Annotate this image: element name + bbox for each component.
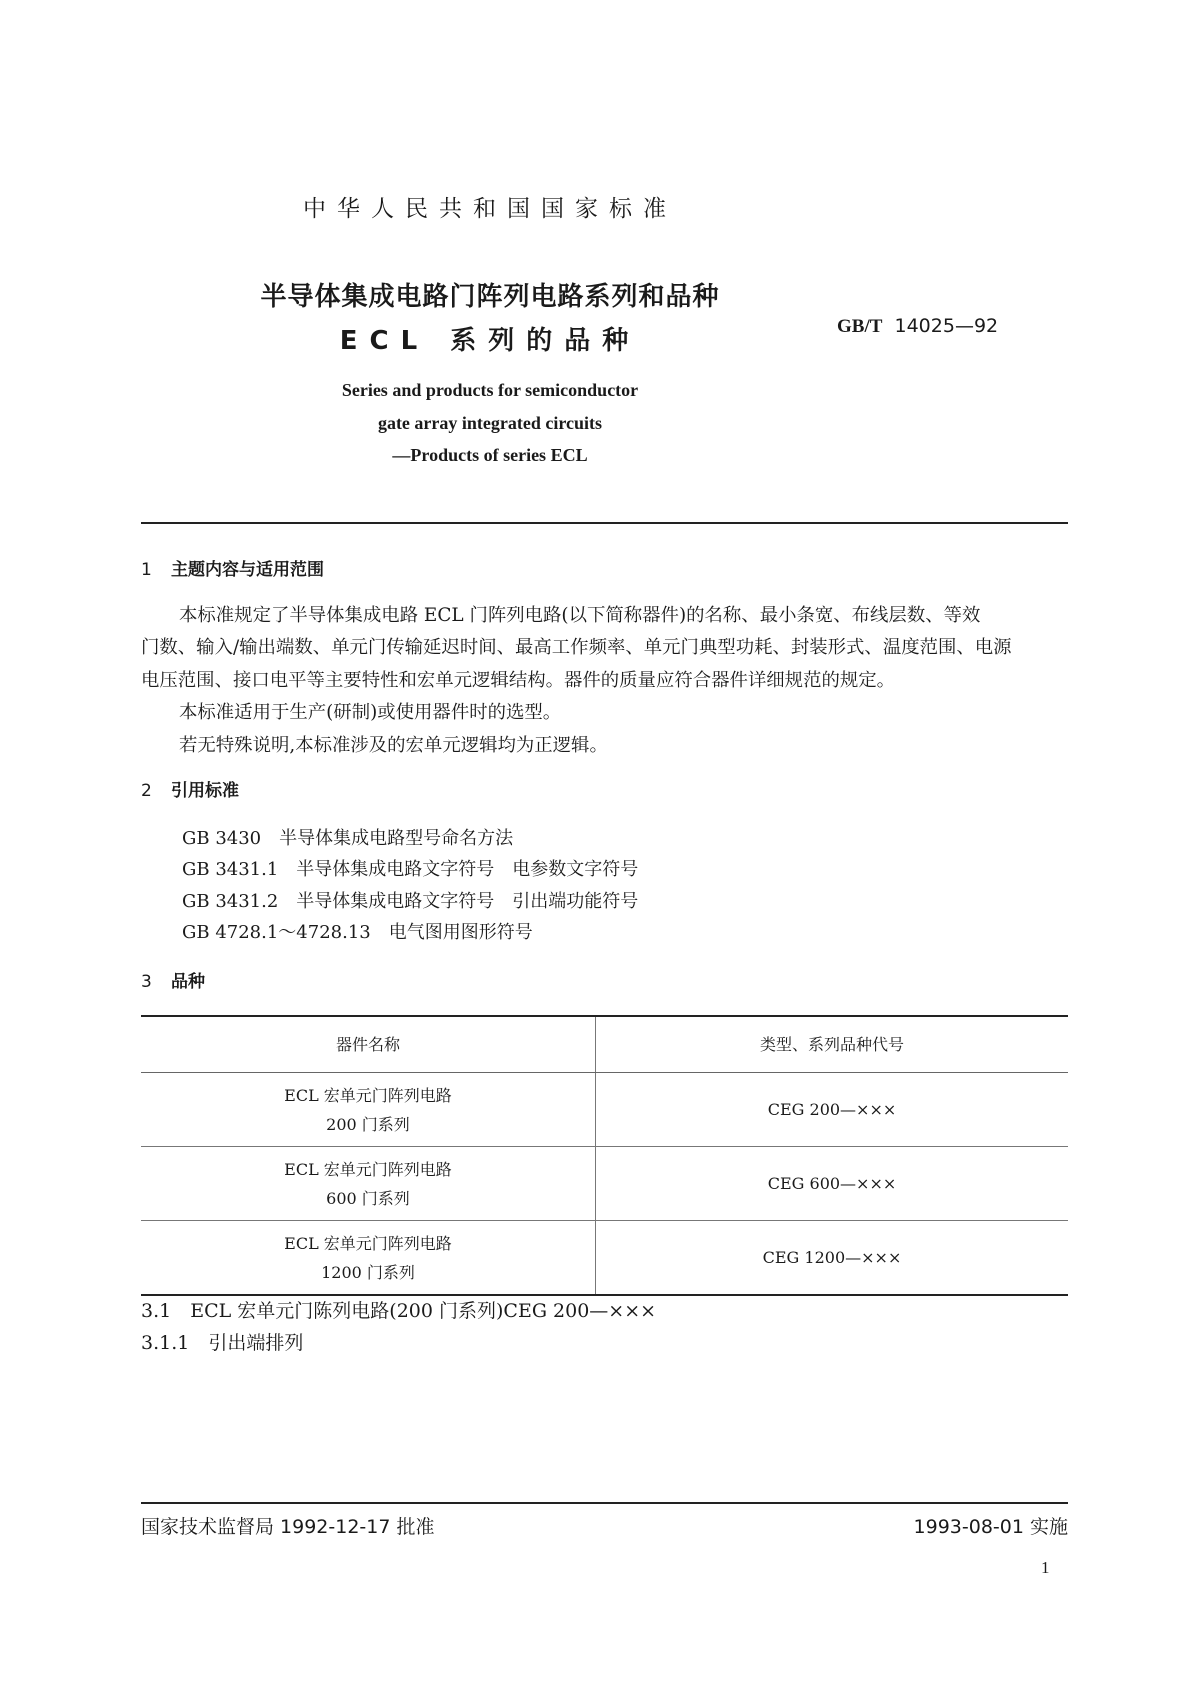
section-1-heading: 1 主题内容与适用范围 xyxy=(141,560,324,580)
device-name: ECL 宏单元门阵列电路 xyxy=(284,1085,452,1105)
device-series: 1200 门系列 xyxy=(321,1262,415,1282)
type-code: CEG 200—××× xyxy=(596,1073,1069,1147)
reference-item: GB 3431.1 半导体集成电路文字符号 电参数文字符号 xyxy=(182,859,639,880)
code-number: 14025—92 xyxy=(894,315,999,337)
table-row xyxy=(141,1147,1068,1221)
section-3-heading: 3 品种 xyxy=(141,972,205,992)
english-title-3: —Products of series ECL xyxy=(392,445,588,465)
device-series: 200 门系列 xyxy=(326,1114,410,1134)
reference-item: GB 4728.1～4728.13 电气图用图形符号 xyxy=(182,922,533,943)
english-title-1: Series and products for semiconductor xyxy=(341,380,639,400)
approval-date: 国家技术监督局 1992-12-17 批准 xyxy=(141,1516,435,1538)
section-2-heading: 2 引用标准 xyxy=(141,781,239,801)
title-line-2: ECL 系列的品种 xyxy=(339,326,641,356)
standard-type: 中华人民共和国国家标准 xyxy=(303,196,677,222)
page-number: 1 xyxy=(1041,1558,1050,1577)
type-code: CEG 600—××× xyxy=(596,1147,1069,1221)
table-header-row xyxy=(141,1016,1068,1073)
paragraph-line: 本标准规定了半导体集成电路 ECL 门阵列电路(以下简称器件)的名称、最小条宽、布线层数、等效 xyxy=(179,605,981,626)
device-name: ECL 宏单元门阵列电路 xyxy=(284,1159,452,1179)
reference-item: GB 3430 半导体集成电路型号命名方法 xyxy=(182,828,514,849)
footer-divider xyxy=(141,1502,1068,1504)
divider xyxy=(141,522,1068,524)
paragraph-line: 若无特殊说明,本标准涉及的宏单元逻辑均为正逻辑。 xyxy=(179,735,608,756)
standard-code xyxy=(837,315,998,338)
reference-item: GB 3431.2 半导体集成电路文字符号 引出端功能符号 xyxy=(182,891,639,912)
products-table xyxy=(141,1015,1068,1296)
paragraph-line: 电压范围、接口电平等主要特性和宏单元逻辑结构。器件的质量应符合器件详细规范的规定。 xyxy=(141,670,896,691)
english-title-2: gate array integrated circuits xyxy=(377,413,603,433)
paragraph-line: 门数、输入/输出端数、单元门传输延迟时间、最高工作频率、单元门典型功耗、封装形式、温度范围、电源 xyxy=(141,637,1012,658)
effective-date: 1993-08-01 实施 xyxy=(913,1516,1068,1538)
subsection-3-1-1: 3.1.1 引出端排列 xyxy=(141,1332,304,1354)
table-row xyxy=(141,1073,1068,1147)
header-device-name: 器件名称 xyxy=(141,1016,596,1073)
code-prefix: GB/T xyxy=(837,316,883,337)
paragraph-line: 本标准适用于生产(研制)或使用器件时的选型。 xyxy=(179,702,562,723)
type-code: CEG 1200—××× xyxy=(596,1221,1069,1296)
subsection-3-1: 3.1 ECL 宏单元门陈列电路(200 门系列)CEG 200—××× xyxy=(141,1300,657,1322)
device-name: ECL 宏单元门阵列电路 xyxy=(284,1233,452,1253)
device-series: 600 门系列 xyxy=(326,1188,410,1208)
title-line-1: 半导体集成电路门阵列电路系列和品种 xyxy=(260,282,720,312)
table-row xyxy=(141,1221,1068,1296)
header-type-code: 类型、系列品种代号 xyxy=(596,1016,1069,1073)
